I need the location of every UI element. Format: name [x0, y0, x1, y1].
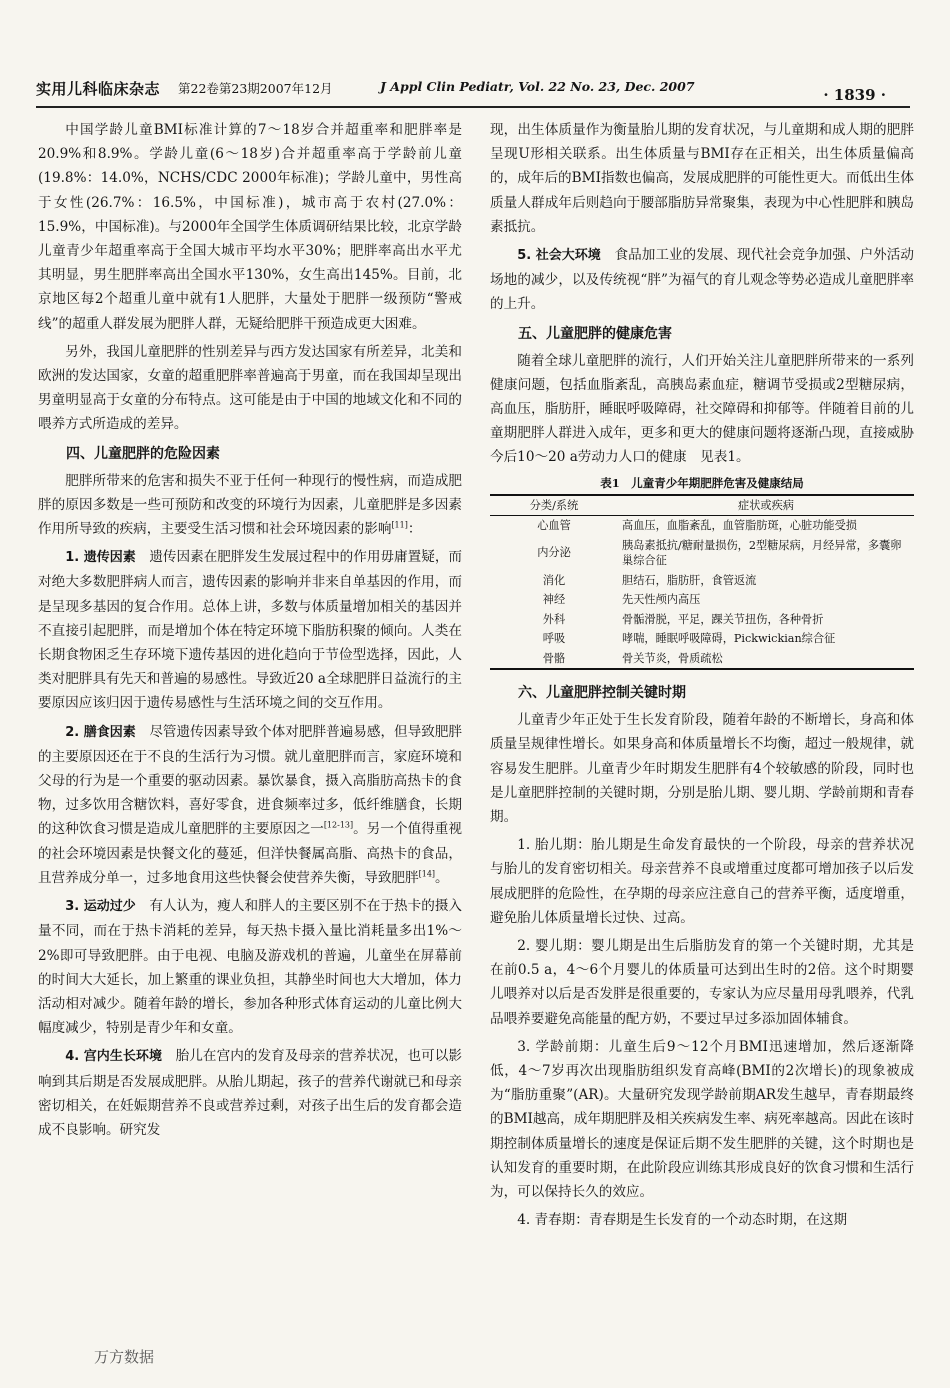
subsection-paragraph: 2. 膳食因素 尽管遗传因素导致个体对肥胖普遍易感，但导致肥胖的主要原因还在于不良的生活行为习惯。就儿童肥胖而言，家庭环境和父母的行为是一个重要的驱动因素。暴饮暴食，摄入高脂肪高热卡的食物，过多饮用含糖饮料，喜好零食，进食频率过多，低纤维膳食，长期的这种饮食习惯是造成儿童肥胖的主要原因之一[12-13]。另一个值得重视的社会环境因素是快餐文化的蔓延，但洋快餐属高脂、高热卡的食品，且营养成分单一，过多地食用这些快餐会使营养失衡，导致肥胖[14]。	[38, 723, 463, 886]
table-cell-condition: 胆结石，脂肪肝，食管返流	[622, 573, 757, 587]
paragraph: 肥胖所带来的危害和损失不亚于任何一种现行的慢性病，而造成肥胖的原因多数是一些可预防和改变的环境行为因素，儿童肥胖是多因素作用所导致的疾病，主要受生活习惯和社会环境因素的影响[11]：	[38, 472, 462, 538]
journal-name: 实用儿科临床杂志	[36, 80, 161, 98]
issue-info-en: J Appl Clin Pediatr, Vol. 22 No. 23, Dec. 2007	[380, 79, 695, 94]
table-cell-category: 骨骼	[542, 651, 566, 665]
table-cell-category: 外科	[542, 612, 566, 626]
table-caption: 表1 儿童青少年期肥胖危害及健康结局	[600, 475, 804, 490]
left-column	[38, 118, 462, 1146]
watermark: 万方数据	[94, 1348, 155, 1366]
page-header	[36, 66, 910, 108]
section-heading: 六、儿童肥胖控制关键时期	[518, 685, 686, 702]
table-row	[490, 610, 914, 630]
section-heading: 四、儿童肥胖的危险因素	[66, 445, 220, 462]
subsection-lead: 4. 宫内生长环境	[65, 1049, 163, 1065]
paragraph: 中国学龄儿童BMI标准计算的7～18岁合并超重率和肥胖率是20.9%和8.9%。学龄儿童(6～18岁)合并超重率高于学龄前儿童(19.8%：14.0%，NCHS/CDC 2000年标准)；学龄儿童中，男性高于女性(26.7%：16.5%，中国标准)，城市高于农村(27.0%：15.9%，中国标准)。与2000年全国学生体质调研结果比较，北京学龄儿童青少年超重率高于全国大城市平均水平30%；肥胖率高出水平尤其明显，男生肥胖率高出全国水平130%，女生高出145%。目前，北京地区每2个超重儿童中就有1人肥胖，大量处于肥胖一级预防“警戒线”的超重人群发展为肥胖人群，无疑给肥胖干预造成更大困难。	[38, 122, 462, 332]
table-cell-condition: 骨关节炎，骨质疏松	[622, 651, 723, 665]
citation: [14]	[418, 869, 436, 879]
issue-info-cn: 第22卷第23期2007年12月	[178, 81, 333, 96]
table-row	[490, 516, 914, 536]
table-cell-category: 内分泌	[537, 546, 571, 560]
citation: [12-13]	[323, 820, 354, 830]
subsection-lead: 1. 遗传因素	[65, 550, 136, 566]
subsection-lead: 3. 运动过少	[65, 899, 136, 915]
page-number: · 1839 ·	[823, 86, 886, 104]
paragraph: 1. 胎儿期：胎儿期是生命发育最快的一个阶段，母亲的营养状况与胎儿的发育密切相关。母亲营养不良或增重过度都可增加孩子以后发展成肥胖的危险性，在孕期的母亲应注意自己的营养平衡，适度增重，避免胎儿体质量增长过快、过高。	[490, 837, 914, 926]
subsection-paragraph: 3. 运动过少 有人认为，瘦人和胖人的主要区别不在于热卡的摄入量不同，而在于热卡消耗的差异，每天热卡摄入量比消耗量多出1%～2%即可导致肥胖。由于电视、电脑及游戏机的普遍，儿童坐在屏幕前的时间大大延长，加上繁重的课业负担，其静坐时间也大大增加，体力活动相对减少。随着年龄的增长，参加各种形式体育运动的儿童比例大幅度减少，特别是青少年和女童。	[38, 898, 463, 1037]
table-row	[490, 536, 914, 571]
table-row	[490, 629, 914, 649]
subsection-paragraph: 5. 社会大环境 食品加工业的发展、现代社会竞争加强、户外活动场地的减少，以及传统视“胖”为福气的育儿观念等势必造成儿童肥胖率的上升。	[490, 247, 915, 313]
citation: [11]	[391, 520, 408, 530]
subsection-paragraph: 4. 宫内生长环境 胎儿在宫内的发育及母亲的营养状况，也可以影响到其后期是否发展成肥胖。从胎儿期起，孩子的营养代谢就已和母亲密切相关，在妊娠期营养不良或营养过剩，对孩子出生后的发育都会造成不良影响。研究发	[38, 1048, 463, 1138]
paragraph: 儿童青少年正处于生长发育阶段，随着年龄的不断增长，身高和体质量呈规律性增长。如果身高和体质量增长不均衡，超过一般规律，就容易发生肥胖。儿童青少年时期发生肥胖有4个较敏感的阶段，同时也是儿童肥胖控制的关键时期，分别是胎儿期、婴儿期、学龄前期和青春期。	[490, 712, 914, 825]
table-row	[490, 649, 914, 670]
paragraph: 另外，我国儿童肥胖的性别差异与西方发达国家有所差异，北美和欧洲的发达国家，女童的超重肥胖率普遍高于男童，而在我国却呈现出男童明显高于女童的分布特点。这可能是由于中国的地域文化和不同的喂养方式所造成的差异。	[38, 343, 462, 433]
table-header: 症状或疾病	[618, 495, 914, 516]
paragraph: 4. 青春期：青春期是生长发育的一个动态时期，在这期	[517, 1212, 848, 1229]
table-row	[490, 590, 914, 610]
table-row	[490, 571, 914, 591]
table-cell-condition: 胰岛素抵抗/糖耐量损伤，2型糖尿病，月经异常，多囊卵巢综合征	[622, 538, 902, 568]
right-column	[490, 118, 914, 1236]
health-outcomes-table	[490, 494, 914, 671]
table-cell-category: 心血管	[537, 519, 571, 533]
paragraph: 随着全球儿童肥胖的流行，人们开始关注儿童肥胖所带来的一系列健康问题，包括血脂紊乱，高胰岛素血症，糖调节受损或2型糖尿病，高血压，脂肪肝，睡眠呼吸障碍，社交障碍和抑郁等。伴随着目前的儿童期肥胖人群进入成年，更多和更大的健康问题将逐渐凸现，直接威胁今后10～20 a劳动力人口的健康 见表1。	[490, 352, 914, 466]
paragraph: 3. 学龄前期：儿童生后9～12个月BMI迅速增加，然后逐渐降低，4～7岁再次出现脂肪组织发育高峰(BMI的2次增长)的现象被成为“脂肪重聚”(AR)。大量研究发现学龄前期AR发生越早，青春期最终的BMI越高，成年期肥胖及相关疾病发生率、病死率越高。因此在该时期控制体质量增长的速度是保证后期不发生肥胖的关键，这个时期也是认知发育的重要时期，在此阶段应训练其形成良好的饮食习惯和生活行为，可以保持长久的效应。	[490, 1038, 914, 1200]
table-cell-category: 神经	[542, 593, 566, 607]
table-cell-condition: 哮喘，睡眠呼吸障碍，Pickwickian综合征	[622, 632, 836, 646]
paragraph: 现，出生体质量作为衡量胎儿期的发育状况，与儿童期和成人期的肥胖呈现U形相关联系。出生体质量与BMI存在正相关，出生体质量偏高的，成年后的BMI指数也偏高，发展成肥胖的可能性更大。而低出生体质量人群成年后则趋向于腰部脂肪异常聚集，表现为中心性肥胖和胰岛素抵抗。	[490, 122, 914, 235]
table-cell-condition: 高血压，血脂紊乱，血管脂肪斑，心脏功能受损	[622, 519, 857, 533]
table-header-row	[490, 495, 914, 516]
table-cell-condition: 先天性颅内高压	[622, 593, 701, 607]
table-cell-condition: 骨骺滑脱，平足，踝关节扭伤，各种骨折	[622, 612, 824, 626]
subsection-lead: 2. 膳食因素	[65, 724, 136, 740]
section-heading: 五、儿童肥胖的健康危害	[518, 325, 672, 342]
table-cell-category: 消化	[542, 573, 566, 587]
table-cell-category: 呼吸	[542, 632, 566, 646]
table-header: 分类/系统	[490, 495, 618, 516]
subsection-paragraph: 1. 遗传因素 遗传因素在肥胖发生发展过程中的作用毋庸置疑，而对绝大多数肥胖病人而言，遗传因素的影响并非来自单基因的作用，而是呈现多基因的复合作用。总体上讲，多数与体质量增加相关的基因并不直接引起肥胖，而是增加个体在特定环境下脂肪积聚的倾向。人类在长期食物困乏生存环境下遗传基因的进化趋向于节俭型选择，因此，人类对肥胖具有先天和普遍的易感性。导致近20 a全球肥胖日益流行的主要原因应该归因于遗传易感性与生活环境之间的交互作用。	[38, 549, 463, 712]
subsection-lead: 5. 社会大环境	[517, 248, 601, 264]
paragraph: 2. 婴儿期：婴儿期是出生后脂肪发育的第一个关键时期，尤其是在前0.5 a，4～6个月婴儿的体质量可达到出生时的2倍。这个时期婴儿喂养对以后是否发胖是很重要的，专家认为应尽量用母乳喂养，代乳品喂养要避免高能量的配方奶，不要过早过多添加固体辅食。	[490, 937, 914, 1027]
